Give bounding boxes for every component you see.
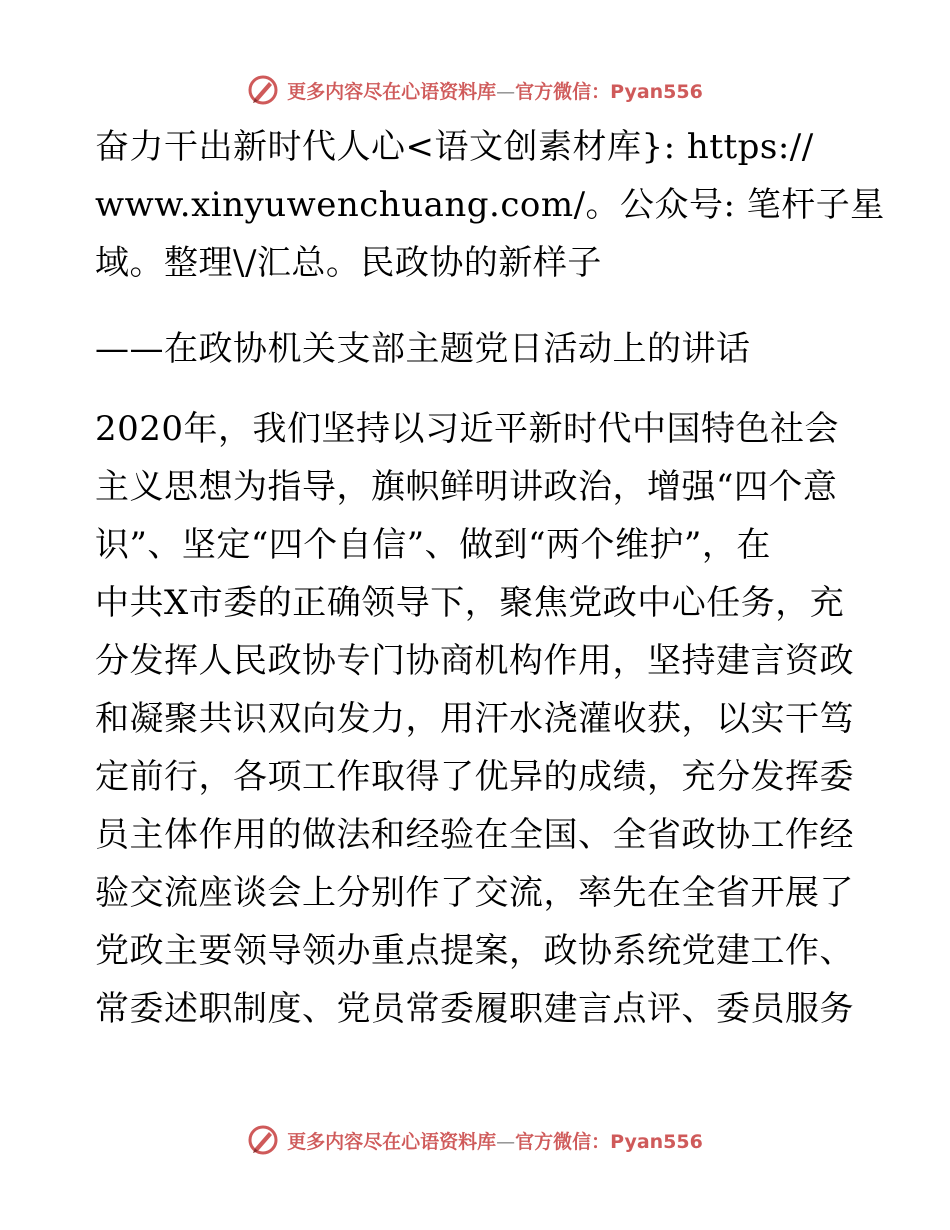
body-line: 定前行，各项工作取得了优异的成绩，充分发挥委 <box>95 757 854 797</box>
banner-text: 更多内容尽在心语资料库—官方微信：Pyan556 <box>287 80 703 103</box>
intro-line: 域。整理\/汇总。民政协的新样子 <box>95 243 602 283</box>
body-line: 常委述职制度、党员常委履职建言点评、委员服务 <box>95 989 854 1029</box>
pen-logo-icon <box>247 1124 279 1156</box>
body-line: 分发挥人民政协专门协商机构作用，坚持建言资政 <box>95 641 854 681</box>
subtitle: ——在政协机关支部主题党日活动上的讲话 <box>95 329 751 369</box>
pen-logo-icon <box>247 74 279 106</box>
body-line: 验交流座谈会上分别作了交流，率先在全省开展了 <box>95 873 854 913</box>
banner-text: 更多内容尽在心语资料库—官方微信：Pyan556 <box>287 1130 703 1153</box>
body-line: 党政主要领导领办重点提案，政协系统党建工作、 <box>95 931 854 971</box>
document-body <box>95 118 885 1038</box>
body-line: 识”、坚定“四个自信”、做到“两个维护”，在 <box>95 525 771 565</box>
header-banner <box>0 70 950 110</box>
body-line: 和凝聚共识双向发力，用汗水浇灌收获，以实干笃 <box>95 699 854 739</box>
intro-line: 奋力干出新时代人心<语文创素材库}: https:// <box>95 127 814 167</box>
footer-banner <box>0 1120 950 1160</box>
body-line: 员主体作用的做法和经验在全国、全省政协工作经 <box>95 815 854 855</box>
intro-line: www.xinyuwenchuang.com/。公众号: 笔杆子星 <box>95 185 885 225</box>
body-line: 主义思想为指导，旗帜鲜明讲政治，增强“四个意 <box>95 467 838 507</box>
body-line: 中共X市委的正确领导下，聚焦党政中心任务，充 <box>95 583 845 623</box>
body-line: 2020年，我们坚持以习近平新时代中国特色社会 <box>95 409 840 449</box>
